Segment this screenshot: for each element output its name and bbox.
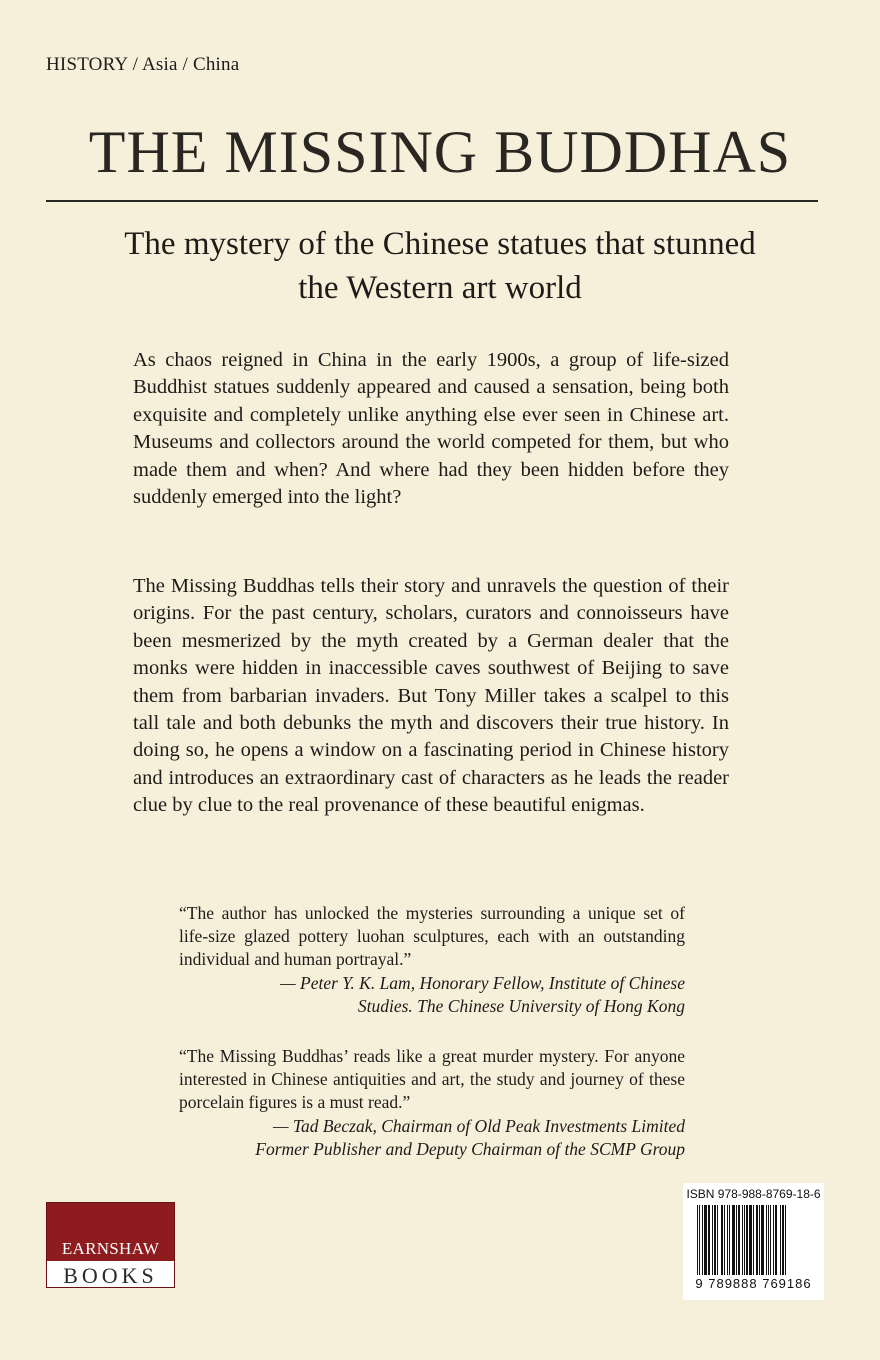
barcode-bars-icon xyxy=(697,1205,819,1275)
description-paragraph-1: As chaos reigned in China in the early 1900s, a group of life-sized Buddhist statues suddenly appeared and caused a sensation, being both exquisite and completely unlike anything else ever seen in Chinese art. Museums and collectors around the world competed for them, but who made them and when? And where had they been hidden before they suddenly emerged into the light? xyxy=(133,349,729,509)
subtitle-line-2: the Western art world xyxy=(298,270,582,306)
review-attribution-line-2: Former Publisher and Deputy Chairman of the SCMP Group xyxy=(255,1138,685,1159)
barcode-number: 9 789888 769186 xyxy=(695,1276,812,1291)
review-attribution-line-1: — Peter Y. K. Lam, Honorary Fellow, Institute of Chinese xyxy=(280,972,685,993)
subtitle-line-1: The mystery of the Chinese statues that stunned xyxy=(124,226,756,262)
review-quote-2 xyxy=(179,1045,685,1161)
category-label: HISTORY / Asia / China xyxy=(46,54,240,75)
subtitle xyxy=(40,222,840,310)
review-quote-text: “The Missing Buddhas’ reads like a great murder mystery. For anyone interested in Chinese antiquities and art, the study and journey of these porcelain figures is a must read.” xyxy=(179,1046,685,1113)
isbn-text: ISBN 978-988-8769-18-6 xyxy=(686,1187,821,1201)
review-attribution-line-2: Studies. The Chinese University of Hong Kong xyxy=(357,995,685,1016)
publisher-name-top: EARNSHAW xyxy=(61,1239,160,1258)
review-attribution-line-1: — Tad Beczak, Chairman of Old Peak Investments Limited xyxy=(272,1115,685,1136)
publisher-logo xyxy=(46,1202,175,1288)
isbn-barcode xyxy=(683,1183,824,1300)
publisher-name-bottom: BOOKS xyxy=(63,1263,158,1288)
review-quote-1 xyxy=(179,902,685,1018)
description-paragraph-2: The Missing Buddhas tells their story and unravels the question of their origins. For the past century, scholars, curators and connoisseurs have been mesmerized by the myth created by a German dealer that the monks were hidden in inaccessible caves southwest of Beijing to save them from barbarian invaders. But Tony Miller takes a scalpel to this tall tale and both debunks the myth and discovers their true history. In doing so, he opens a window on a fascinating period in Chinese history and introduces an extraordinary cast of characters as he leads the reader clue by clue to the real provenance of these beautiful enigmas. xyxy=(133,575,729,817)
book-title: THE MISSING BUDDHAS xyxy=(88,119,792,185)
title-divider xyxy=(46,200,818,202)
review-quote-text: “The author has unlocked the mysteries surrounding a unique set of life-size glazed pottery luohan sculptures, each with an outstanding individual and human portrayal.” xyxy=(179,903,685,970)
